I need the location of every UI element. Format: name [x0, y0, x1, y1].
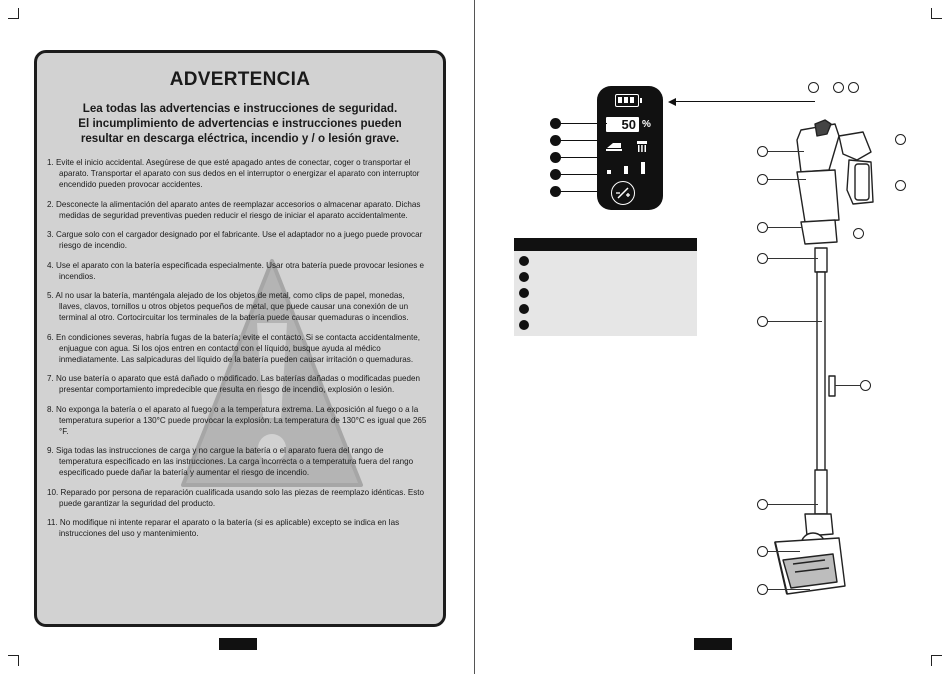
part-callout — [757, 546, 768, 557]
leader-line — [835, 385, 860, 386]
legend-dot — [519, 304, 529, 314]
part-callout — [757, 253, 768, 264]
page-number-tab — [219, 638, 257, 650]
panel-callout-dot — [550, 135, 561, 146]
legend-box — [514, 238, 697, 336]
vacuum-illustration — [735, 90, 915, 610]
crop-mark — [931, 8, 942, 19]
battery-icon — [615, 94, 639, 107]
level-indicator-high — [641, 162, 645, 174]
warning-item: 8. No exponga la batería o el aparato al fuego o a la temperatura extrema. La exposición al fuego o a la temperatura superior a 130°C puede provocar la explosión. La temperatura de 130°C es igual que 265 °F. — [47, 404, 427, 436]
leader-line — [768, 321, 822, 322]
warning-list — [47, 157, 427, 548]
suction-mode-icon — [605, 140, 623, 152]
leader-line — [768, 227, 802, 228]
part-callout — [757, 222, 768, 233]
warning-item: 1. Evite el inicio accidental. Asegúrese de que esté apagado antes de conectar, coger o transportar el aparato. Transportar el aparato con sus dedos en el interruptor o energizar el aparato con interruptor encendido pueden provocar accidentes. — [47, 158, 420, 189]
level-indicator-mid — [624, 166, 628, 174]
part-callout — [895, 180, 906, 191]
leader-line — [561, 191, 611, 192]
panel-arrow-head — [668, 98, 676, 106]
right-page — [475, 0, 950, 674]
legend-dot — [519, 272, 529, 282]
warning-item: 4. Use el aparato con la batería especificada especialmente. Usar otra batería puede provocar lesiones e incendios. — [47, 260, 425, 281]
part-callout — [757, 499, 768, 510]
leader-line — [768, 589, 810, 590]
leader-line — [561, 174, 607, 175]
crop-mark — [8, 655, 19, 666]
leader-line — [768, 151, 804, 152]
warning-item: 5. Al no usar la batería, manténgala alejado de los objetos de metal, como clips de papel, monedas, llaves, clavos, tornillos u otros objetos pequeños de metal, que puede causar una conexión de un terminal al otro. Cortocircuitar los terminales de la batería puede causar quemaduras o incendios. — [47, 291, 409, 322]
page-number-tab — [694, 638, 732, 650]
level-indicator-low — [607, 170, 611, 174]
brush-icon — [635, 139, 649, 153]
warning-item: 3. Cargue solo con el cargador designado por el fabricante. Use el adaptador no a juego puede provocar riesgo de incendio. — [47, 230, 423, 250]
leader-line — [561, 140, 605, 141]
part-callout — [757, 174, 768, 185]
part-callout — [895, 134, 906, 145]
part-callout — [853, 228, 864, 239]
panel-callout-dot — [550, 186, 561, 197]
leader-line — [768, 179, 806, 180]
leader-line — [561, 123, 607, 124]
part-callout — [848, 82, 859, 93]
leader-line — [768, 551, 800, 552]
crop-mark — [8, 8, 19, 19]
panel-callout-dot — [550, 169, 561, 180]
power-button-icon — [611, 181, 635, 205]
legend-header — [514, 238, 697, 251]
warning-item: 9. Siga todas las instrucciones de carga y no cargue la batería o el aparato fuera del rango de temperatura especificado en las instrucciones. La carga incorrecta o a temperatura fuera del rango especificado puede dañar la batería y aumentar el riesgo de incendio. — [47, 446, 414, 477]
warning-item: 11. No modifique ni intente reparar el aparato o la batería (si es aplicable) excepto se indica en las instrucciones del uso y mantenimiento. — [47, 518, 400, 538]
legend-dot — [519, 288, 529, 298]
leader-line — [768, 504, 818, 505]
warning-title: ADVERTENCIA — [169, 69, 311, 90]
warning-box — [34, 50, 446, 627]
panel-callout-dot — [550, 118, 561, 129]
legend-dot — [519, 256, 529, 266]
warning-item: 2. Desconecte la alimentación del aparato antes de reemplazar accesorios o almacenar aparato. Dichas medidas de seguridad preventivas pueden reducir el riesgo de iniciar el aparato accidentalmente. — [47, 199, 421, 220]
leader-line — [561, 157, 631, 158]
legend-dot — [519, 320, 529, 330]
part-callout — [757, 146, 768, 157]
warning-item: 6. En condiciones severas, habría fugas de la batería; evite el contacto. Si se contacta accidentalmente, enjuague con agua. Si los ojos entren en contacto con el líquido, busque ayuda al médico inmediatamente. Las salpicaduras del líquido de la batería pueden causar irritación o quemaduras. — [47, 332, 420, 364]
panel-callout-dot — [550, 152, 561, 163]
battery-percent-display: 50 — [606, 117, 639, 132]
part-callout — [860, 380, 871, 391]
part-callout — [757, 584, 768, 595]
warning-item: 10. Reparado por persona de reparación cualificada usando solo las piezas de reemplazo idénticas. Esto puede garantizar la seguridad del producto. — [47, 487, 425, 508]
warning-intro: Lea todas las advertencias e instrucciones de seguridad. El incumplimiento de advertencias e instrucciones pueden resultar en descarga eléctrica, incendio y / o lesión grave. — [78, 102, 402, 145]
part-callout — [833, 82, 844, 93]
part-callout — [808, 82, 819, 93]
warning-item: 7. No use batería o aparato que está dañado o modificado. Las baterías dañadas o modificadas pueden presentar comportamiento impredecible que resulta en riesgo de incendio, explosión o lesión. — [47, 374, 421, 394]
crop-mark — [931, 655, 942, 666]
leader-line — [768, 258, 818, 259]
percent-sign: % — [642, 119, 651, 130]
part-callout — [757, 316, 768, 327]
